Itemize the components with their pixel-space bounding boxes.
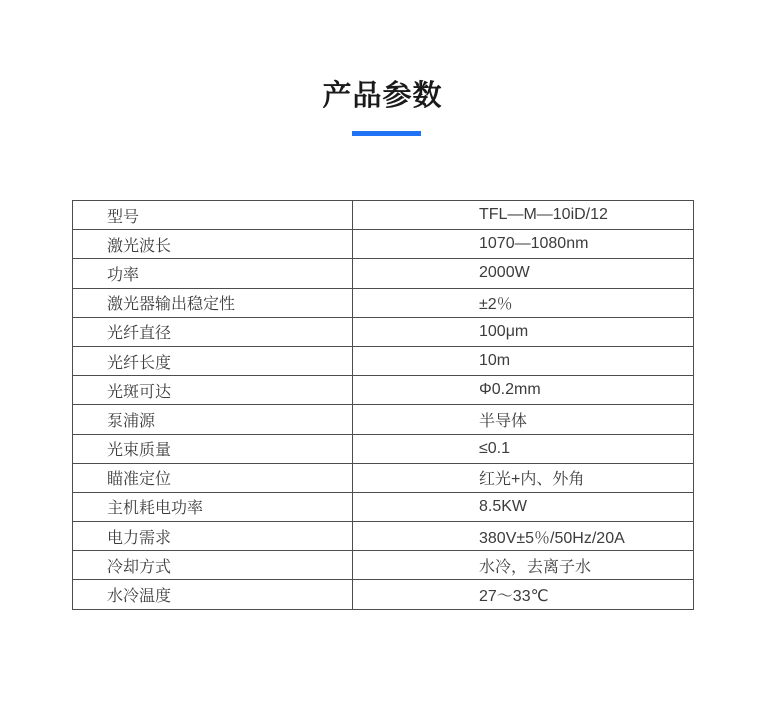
param-label: 电力需求: [73, 522, 353, 551]
param-label: 瞄准定位: [73, 463, 353, 492]
title-underline-accent: [352, 131, 421, 136]
param-value: Φ0.2mm: [353, 376, 694, 405]
param-label: 水冷温度: [73, 580, 353, 609]
param-value: 水冷，去离子水: [353, 551, 694, 580]
param-label: 型号: [73, 201, 353, 230]
param-value: 半导体: [353, 405, 694, 434]
param-value: 红光+内、外角: [353, 463, 694, 492]
table-row: [73, 522, 694, 551]
param-value: ±2％: [353, 288, 694, 317]
param-value: 2000W: [353, 259, 694, 288]
product-parameters-table-body: [73, 201, 694, 610]
table-row: [73, 346, 694, 375]
param-label: 光纤直径: [73, 317, 353, 346]
param-label: 激光器输出稳定性: [73, 288, 353, 317]
table-row: [73, 551, 694, 580]
param-value: ≤0.1: [353, 434, 694, 463]
param-label: 激光波长: [73, 230, 353, 259]
table-row: [73, 288, 694, 317]
product-parameters-table: [72, 200, 694, 610]
param-label: 泵浦源: [73, 405, 353, 434]
table-row: [73, 580, 694, 609]
param-label: 主机耗电功率: [73, 492, 353, 521]
table-row: [73, 317, 694, 346]
param-value: TFL—M—10iD/12: [353, 201, 694, 230]
page-title: 产品参数: [322, 80, 443, 112]
param-value: 380V±5％/50Hz/20A: [353, 522, 694, 551]
param-label: 光束质量: [73, 434, 353, 463]
param-label: 光纤长度: [73, 346, 353, 375]
table-row: [73, 201, 694, 230]
table-row: [73, 230, 694, 259]
param-value: 100μm: [353, 317, 694, 346]
param-value: 8.5KW: [353, 492, 694, 521]
table-row: [73, 492, 694, 521]
table-row: [73, 259, 694, 288]
param-label: 冷却方式: [73, 551, 353, 580]
param-value: 1070—1080nm: [353, 230, 694, 259]
param-value: 10m: [353, 346, 694, 375]
param-label: 光斑可达: [73, 376, 353, 405]
table-row: [73, 434, 694, 463]
table-row: [73, 376, 694, 405]
param-label: 功率: [73, 259, 353, 288]
param-value: 27～33℃: [353, 580, 694, 609]
table-row: [73, 463, 694, 492]
table-row: [73, 405, 694, 434]
